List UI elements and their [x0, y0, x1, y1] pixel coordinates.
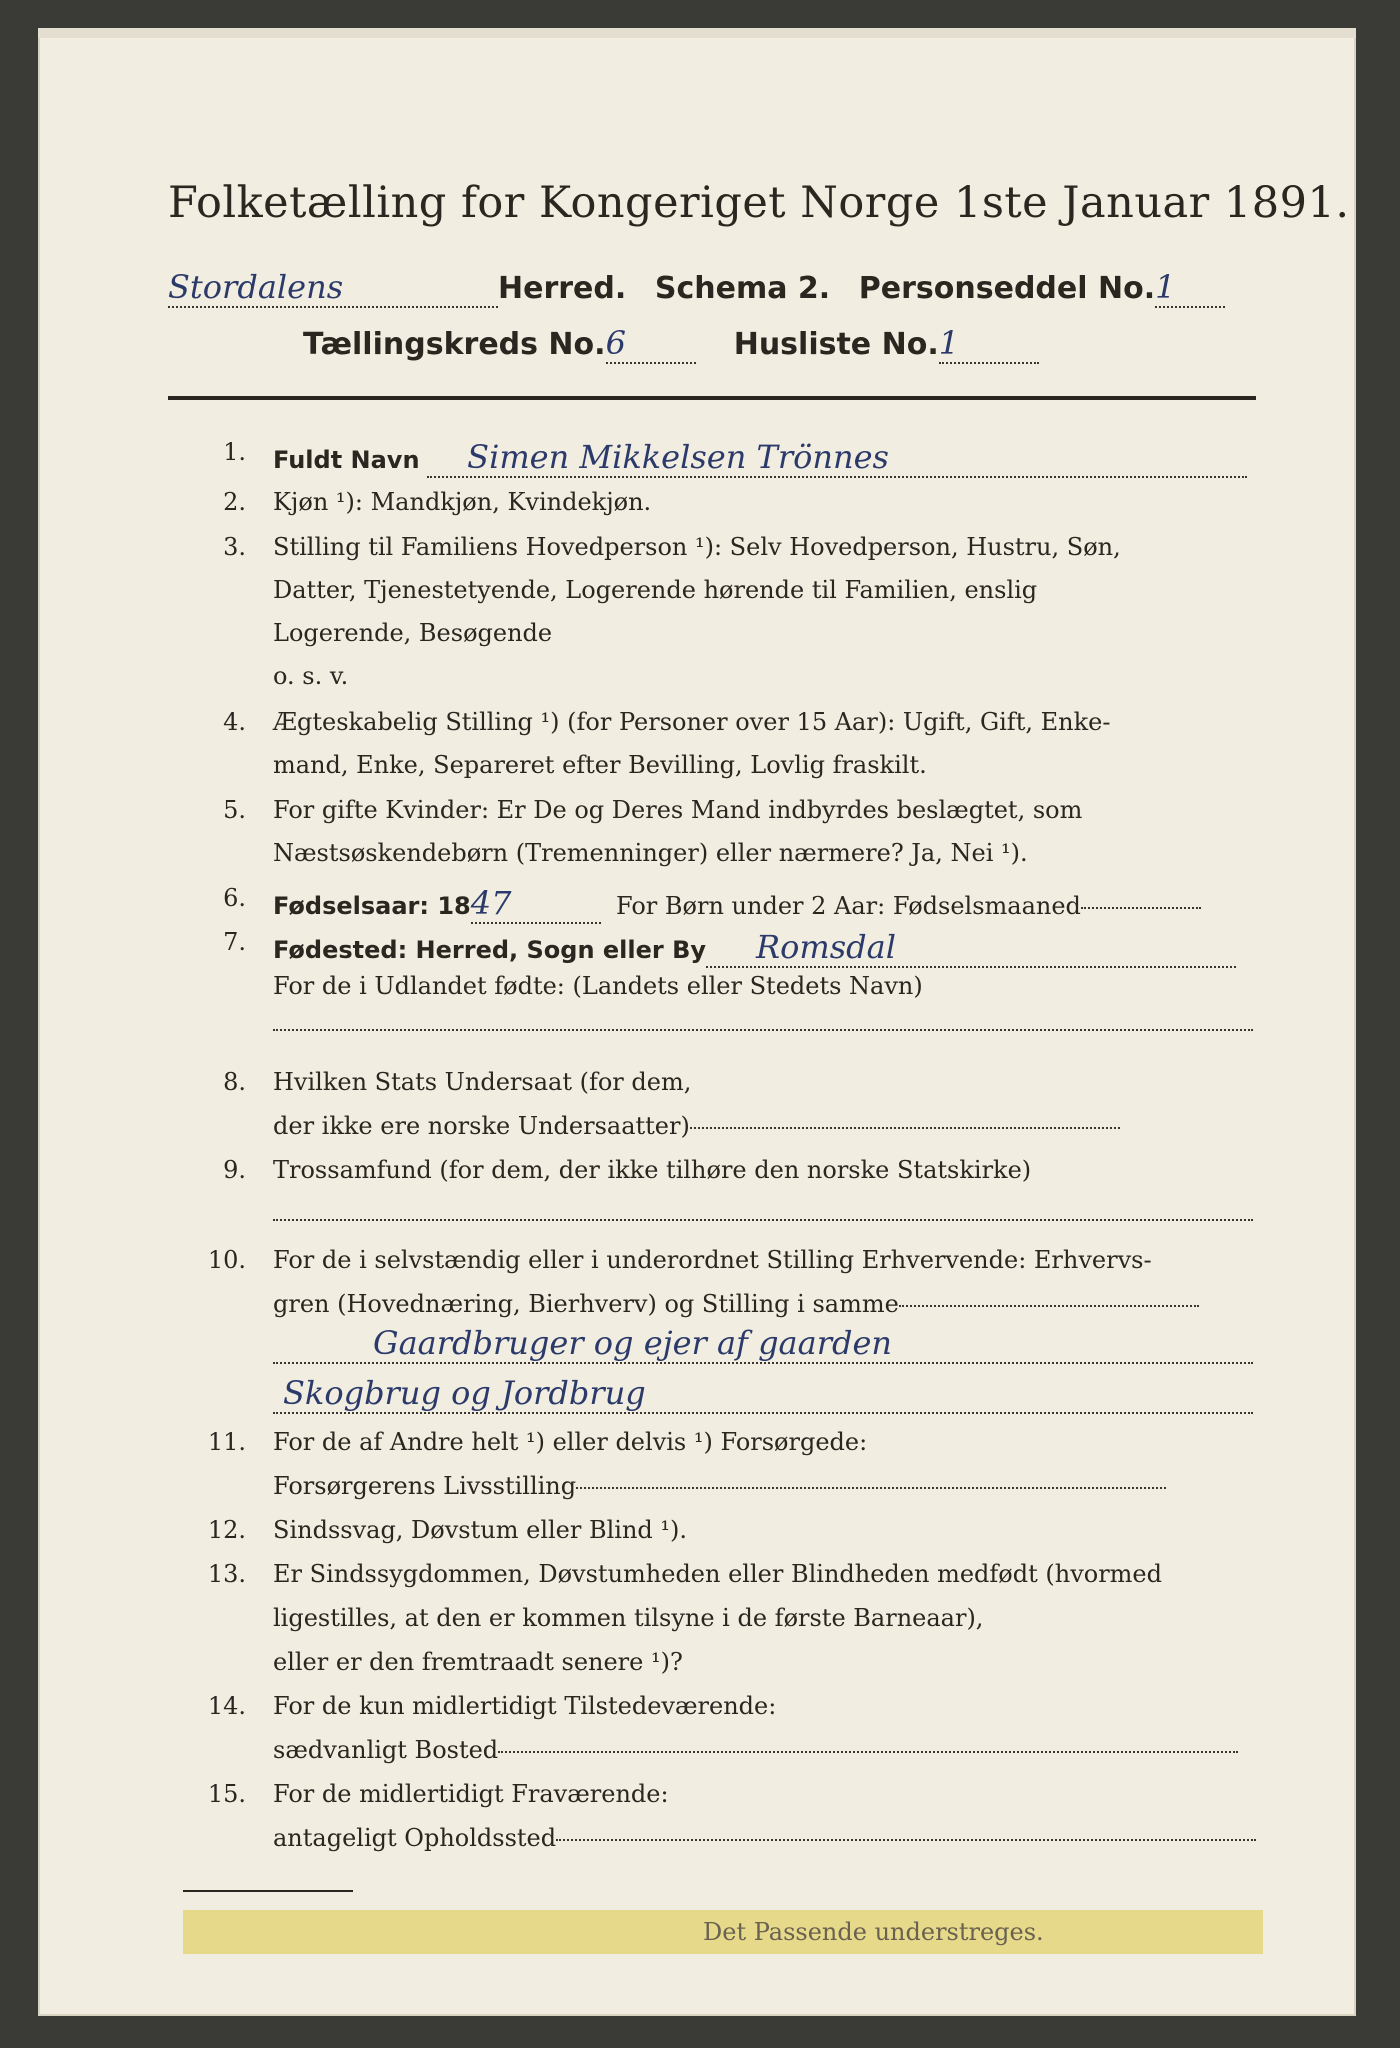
item-full-name	[273, 438, 1253, 478]
item-number: 8.	[223, 1068, 246, 1096]
foreign-birthplace-line: For de i Udlandet fødte: (Landets eller Stedets Navn)	[273, 972, 923, 1000]
item-number: 5.	[223, 796, 246, 824]
form-title: Folketælling for Kongeriget Norge 1ste Januar 1891.	[168, 178, 1350, 228]
nationality-label: der ikke ere norske Undersaatter)	[273, 1112, 690, 1140]
provider-label: Forsørgerens Livsstilling	[273, 1472, 577, 1500]
item-number: 14.	[207, 1692, 246, 1720]
family-position-line4: o. s. v.	[273, 662, 349, 690]
item-number: 2.	[223, 488, 246, 516]
item-number: 9.	[223, 1156, 246, 1184]
marital-status-line1: Ægteskabelig Stilling ¹) (for Personer over 15 Aar): Ugift, Gift, Enke-	[273, 708, 1111, 736]
nationality-dots	[690, 1126, 1120, 1129]
birth-year-value: 47	[471, 884, 601, 924]
husliste-label: Husliste No.	[733, 327, 939, 362]
occupation-value-1: Gaardbruger og ejer af gaarden	[273, 1324, 1253, 1364]
stay-location-dots	[556, 1838, 1256, 1841]
header-rule	[168, 396, 1256, 400]
full-name-value: Simen Mikkelsen Trönnes	[427, 438, 1247, 478]
item-number: 13.	[207, 1560, 246, 1588]
birth-month-label: For Børn under 2 Aar: Fødselsmaaned	[616, 892, 1081, 920]
provider-dots	[576, 1486, 1166, 1489]
census-form-sheet	[38, 28, 1356, 2016]
occupation-dots	[899, 1304, 1199, 1307]
religion-line: Trossamfund (for dem, der ikke tilhøre den norske Statskirke)	[273, 1156, 1032, 1184]
birthplace-value: Romsdal	[706, 928, 1236, 968]
married-women-line1: For gifte Kvinder: Er De og Deres Mand indbyrdes beslægtet, som	[273, 796, 1083, 824]
birthplace-label: Fødested: Herred, Sogn eller By	[273, 936, 707, 964]
congenital-line2: ligestilles, at den er kommen tilsyne i de første Barneaar),	[273, 1604, 984, 1632]
item-number: 15.	[207, 1780, 246, 1808]
temporary-absent-line2	[273, 1824, 1256, 1852]
footnote-rule	[183, 1890, 353, 1892]
family-position-line2: Datter, Tjenestetyende, Logerende hørende til Familien, enslig	[273, 576, 1038, 604]
occupation-label: gren (Hovednæring, Bierhverv) og Stilling i samme	[273, 1290, 899, 1318]
full-name-label: Fuldt Navn	[273, 446, 420, 474]
occupation-line1: For de i selvstændig eller i underordnet Stilling Erhvervende: Erhvervs-	[273, 1246, 1152, 1274]
item-number: 12.	[207, 1516, 246, 1544]
temporary-present-line1: For de kun midlertidigt Tilstedeværende:	[273, 1692, 777, 1720]
item-number: 1.	[223, 438, 246, 466]
dependents-line1: For de af Andre helt ¹) eller delvis ¹) Forsørgede:	[273, 1428, 868, 1456]
congenital-line1: Er Sindssygdommen, Døvstumheden eller Blindheden medfødt (hvormed	[273, 1560, 1162, 1588]
personseddel-value: 1	[1155, 268, 1225, 308]
birth-year-line	[273, 884, 1201, 924]
nationality-line1: Hvilken Stats Undersaat (for dem,	[273, 1068, 692, 1096]
stay-location-label: antageligt Opholdssted	[273, 1824, 557, 1852]
usual-residence-dots	[498, 1750, 1238, 1753]
item-number: 4.	[223, 708, 246, 736]
personseddel-label: Personseddel No.	[858, 271, 1156, 306]
item-number: 7.	[223, 928, 246, 956]
family-position-line1: Stilling til Familiens Hovedperson ¹): Selv Hovedperson, Hustru, Søn,	[273, 533, 1121, 561]
congenital-line3: eller er den fremtraadt senere ¹)?	[273, 1648, 683, 1676]
gender-line: Kjøn ¹): Mandkjøn, Kvindekjøn.	[273, 488, 652, 516]
herred-value: Stordalens	[168, 268, 498, 308]
occupation-line2	[273, 1290, 1199, 1318]
kreds-line	[303, 324, 1039, 364]
temporary-present-line2	[273, 1736, 1238, 1764]
dependents-line2	[273, 1472, 1166, 1500]
kreds-label: Tællingskreds No.	[303, 327, 606, 362]
footnote: Det Passende understreges.	[183, 1910, 1263, 1954]
item-number: 3.	[223, 533, 246, 561]
schema-label: Schema 2.	[654, 271, 831, 306]
birth-month-dots	[1081, 906, 1201, 909]
marital-status-line2: mand, Enke, Separeret efter Bevilling, Lovlig fraskilt.	[273, 751, 927, 779]
birthplace-line	[273, 928, 1236, 968]
family-position-line3: Logerende, Besøgende	[273, 619, 553, 647]
nationality-line2	[273, 1112, 1120, 1140]
occupation-value-2: Skogbrug og Jordbrug	[273, 1374, 1253, 1414]
usual-residence-label: sædvanligt Bosted	[273, 1736, 499, 1764]
foreign-birthplace-dots	[273, 1028, 1253, 1031]
temporary-absent-line1: For de midlertidigt Fraværende:	[273, 1780, 669, 1808]
religion-dots	[273, 1218, 1253, 1221]
kreds-value: 6	[606, 324, 696, 364]
disability-line: Sindssvag, Døvstum eller Blind ¹).	[273, 1516, 688, 1544]
married-women-line2: Næstsøskendebørn (Tremenninger) eller nærmere? Ja, Nei ¹).	[273, 839, 1028, 867]
item-number: 10.	[207, 1246, 246, 1274]
birth-year-label: Fødselsaar: 18	[273, 892, 471, 920]
herred-line	[168, 268, 1225, 308]
husliste-value: 1	[939, 324, 1039, 364]
item-number: 11.	[207, 1428, 246, 1456]
herred-label: Herred.	[498, 271, 627, 306]
item-number: 6.	[223, 884, 246, 912]
